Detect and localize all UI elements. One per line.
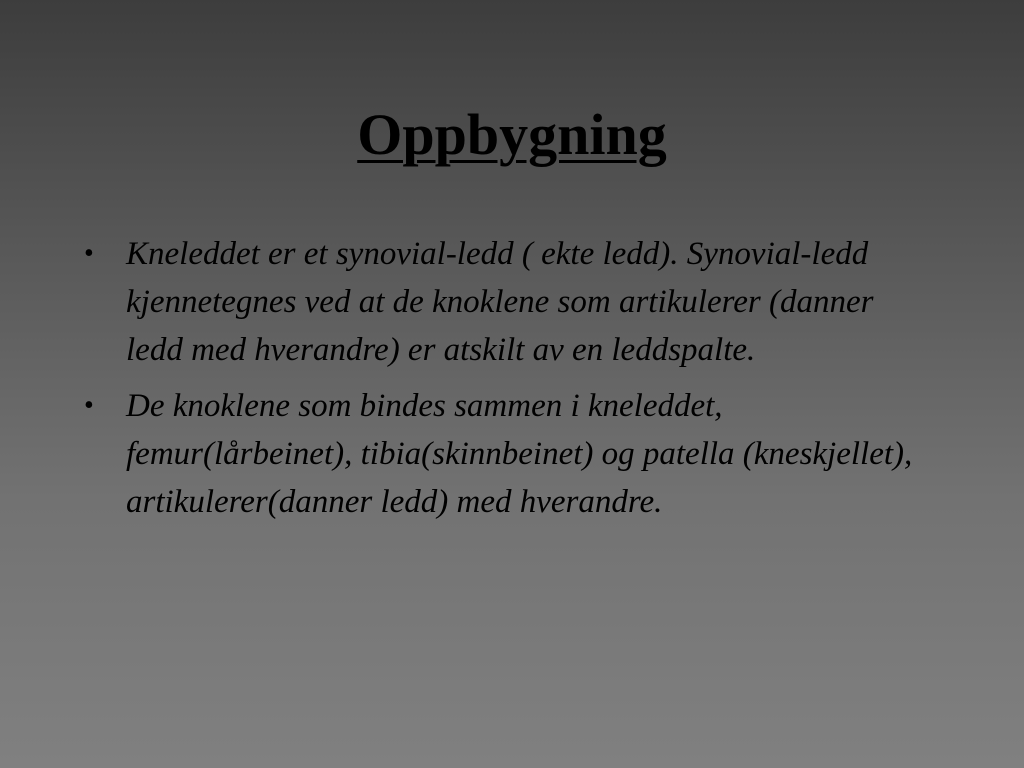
bullet-marker-icon: •	[84, 390, 94, 421]
bullet-text: De knoklene som bindes sammen i kneleddet, femur(lårbeinet), tibia(skinnbeinet) og patella (kneskjellet), artikulerer(danner ledd) med hverandre.	[126, 388, 913, 520]
bullet-item	[84, 230, 914, 374]
bullet-list	[84, 230, 914, 534]
bullet-text: Kneleddet er et synovial-ledd ( ekte ledd). Synovial-ledd kjennetegnes ved at de knoklene som artikulerer (danner ledd med hverandre) er atskilt av en leddspalte.	[126, 236, 874, 368]
slide-title: Oppbygning	[357, 102, 667, 167]
bullet-marker-icon: •	[84, 238, 94, 269]
bullet-item	[84, 382, 914, 526]
